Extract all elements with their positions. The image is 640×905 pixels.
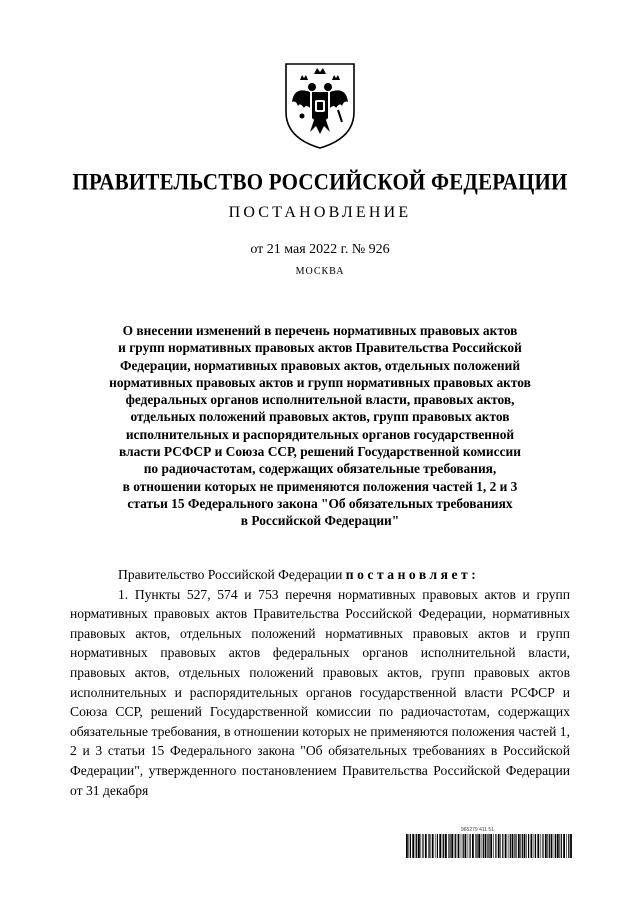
heading-line: по радиочастотам, содержащих обязательные требования, [143,461,497,477]
heading-line: О внесении изменений в перечень нормативных правовых актов [122,323,518,338]
heading-line: нормативных правовых актов и групп нормативных правовых актов [109,374,531,390]
document-barcode [406,834,572,858]
document-date-number: от 21 мая 2022 г. № 926 [250,242,390,257]
document-type: ПОСТАНОВЛЕНИЕ [228,204,412,221]
heading-line: статьи 15 Федерального закона "Об обязательных требованиях [127,495,513,511]
document-heading [70,322,570,530]
heading-line: в отношении которых не применяются положения частей 1, 2 и 3 [122,478,518,494]
heading-line: в Российской Федерации" [240,513,400,529]
heading-line: федеральных органов исполнительной власти, правовых актов, [125,392,515,408]
heading-line: и групп нормативных правовых актов Правительства Российской [118,340,522,356]
document-city: МОСКВА [295,266,345,277]
document-body [70,565,570,800]
intro-paragraph [70,565,570,585]
item-1-paragraph: 1. Пункты 527, 574 и 753 перечня нормативных правовых актов и групп нормативных правовых актов Правительства Российской Федерации, нормативных правовых актов, отдельных положений нормативных правовых актов и групп нормативных правовых актов федеральных органов исполнительной власти, правовых актов, отдельных положений правовых актов, групп правовых актов исполнительных и распорядительных органов государственной власти РСФСР и Союза ССР, решений Государственной комиссии по радиочастотам, содержащих обязательные требования, в отношении которых не применяются положения частей 1, 2 и 3 статьи 15 Федерального закона "Об обязательных требованиях в Российской Федерации", утвержденного постановлением Правительства Российской Федерации от 31 декабря [70,586,570,798]
coat-of-arms-emblem [280,60,360,150]
intro-resolves: постановляет: [345,567,480,582]
heading-line: исполнительных и распорядительных органов государственной [125,426,515,442]
heading-line: Федерации, нормативных правовых актов, отдельных положений [119,357,521,373]
heading-line: отдельных положений правовых актов, групп правовых актов [130,409,510,425]
government-title: ПРАВИТЕЛЬСТВО РОССИЙСКОЙ ФЕДЕРАЦИИ [72,169,568,195]
intro-prefix: Правительство Российской Федерации [118,567,346,582]
document-serial-code: 965279 411 51 [461,827,494,833]
heading-line: власти РСФСР и Союза ССР, решений Государственной комиссии [119,444,521,460]
